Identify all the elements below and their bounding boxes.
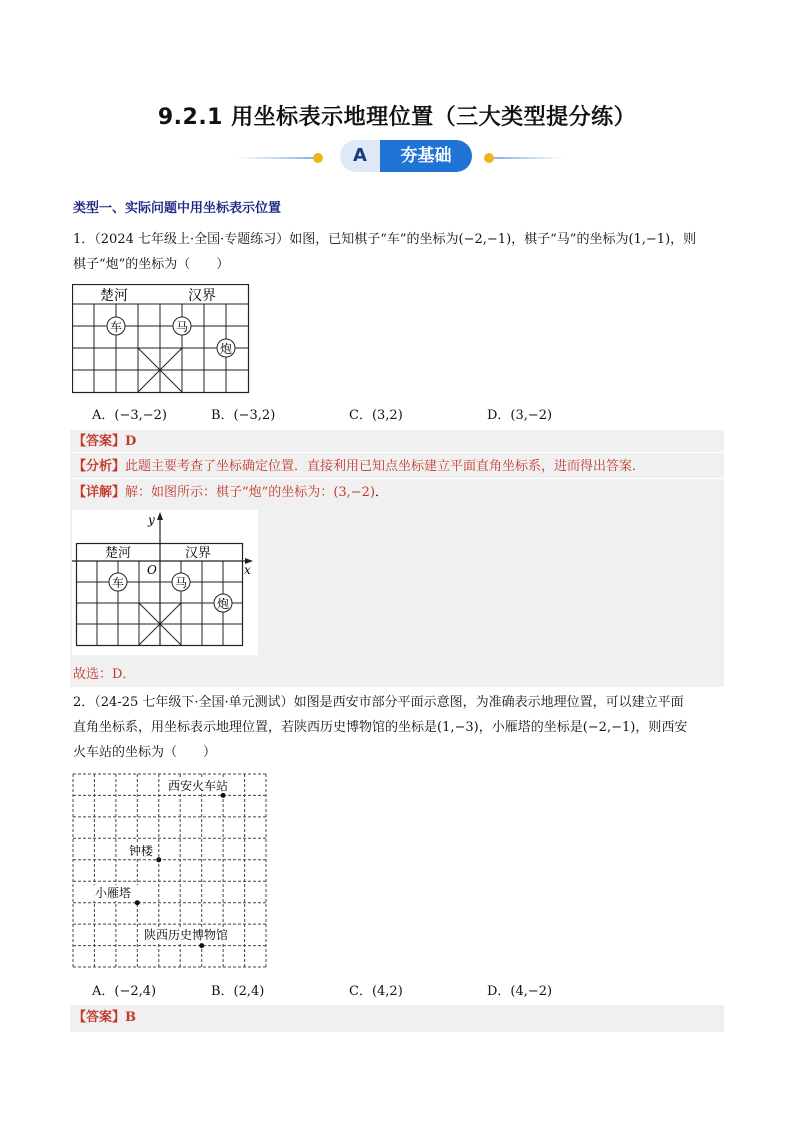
- q1-analysis-text: 此题主要考查了坐标确定位置．直接利用已知点坐标建立平面直角坐标系，进而得出答案．: [125, 459, 646, 474]
- q1-analysis-label: 【分析】: [73, 459, 126, 474]
- q1-option-d: D．(3,−2): [487, 408, 553, 423]
- xian-map-figure: [72, 773, 268, 969]
- divider: [70, 478, 724, 479]
- river-label-left: 楚河: [100, 288, 128, 304]
- q2-answer: [73, 1008, 136, 1028]
- question-1: [73, 227, 733, 277]
- chess-board-figure: [72, 284, 250, 396]
- q2-option-b: B．(2,4): [211, 984, 265, 999]
- q2-option-c: C．(4,2): [349, 984, 403, 999]
- q1-answer-value: D: [125, 434, 137, 449]
- q1-option-b: B．(−3,2): [211, 408, 276, 423]
- piece-ma-2-label: 马: [174, 576, 188, 590]
- q2-option-d: D．(4,−2): [487, 984, 553, 999]
- question-2-line-2: 直角坐标系，用坐标表示地理位置，若陕西历史博物馆的坐标是(1,−3)，小雁塔的坐标是(−2,−1)，则西安: [73, 720, 688, 735]
- piece-ma-label: 马: [175, 320, 189, 334]
- q1-detail-end: ．: [375, 485, 389, 500]
- q1-detail: [73, 483, 388, 503]
- q1-option-c: C．(3,2): [349, 408, 403, 423]
- origin-label: O: [147, 563, 157, 577]
- river-label-left-2: 楚河: [105, 546, 132, 561]
- museum-label: 陕西历史博物馆: [144, 928, 229, 942]
- station-point: [221, 793, 226, 798]
- station-label: 西安火车站: [168, 779, 229, 793]
- y-axis-arrow: [157, 512, 163, 520]
- piece-pao-label: 炮: [219, 342, 233, 356]
- question-1-line-2: 棋子“炮”的坐标为（ ）: [73, 257, 230, 272]
- decor-dot-right: [484, 153, 494, 163]
- q1-answer: [73, 432, 136, 452]
- q1-analysis: [73, 457, 645, 477]
- museum-point: [199, 943, 204, 948]
- decor-dot-left: [313, 153, 323, 163]
- river-label-right: 汉界: [188, 288, 216, 304]
- q1-option-a: A．(−3,−2): [92, 408, 167, 423]
- piece-che: [107, 317, 125, 335]
- question-1-line-1: 1．（2024 七年级上·全国·专题练习）如图，已知棋子“车”的坐标为(−2,−1)，棋子“马”的坐标为(1,−1)，则: [73, 232, 697, 247]
- pagoda-label: 小雁塔: [95, 886, 132, 900]
- q2-option-a: A．(−2,4): [92, 984, 157, 999]
- q2-answer-label: 【答案】: [73, 1010, 126, 1025]
- bell-tower-point: [156, 857, 161, 862]
- piece-ma: [173, 317, 191, 335]
- divider: [70, 452, 724, 453]
- bell-tower-label: 钟楼: [129, 844, 154, 858]
- section-heading: 类型一、实际问题中用坐标表示位置: [73, 201, 282, 216]
- pagoda-point: [135, 900, 140, 905]
- q2-answer-box: [70, 1005, 724, 1032]
- x-axis-label: x: [244, 563, 251, 577]
- piece-ma-2: [172, 573, 190, 591]
- badge-label: 夯基础: [380, 140, 472, 172]
- question-2-line-3: 火车站的坐标为（ ）: [73, 745, 217, 760]
- q1-conclusion: 故选：D．: [73, 667, 136, 682]
- y-axis-label: y: [148, 513, 155, 527]
- question-2: [73, 690, 733, 765]
- piece-che-2: [109, 573, 127, 591]
- page-title: 9.2.1 用坐标表示地理位置（三大类型提分练）: [157, 105, 637, 130]
- q2-answer-value: B: [125, 1010, 137, 1025]
- badge-letter: A: [340, 140, 380, 172]
- decor-line-right: [494, 157, 564, 159]
- q1-detail-value: (3,−2): [333, 485, 376, 500]
- piece-pao: [217, 339, 235, 357]
- q1-detail-text: 解：如图所示：棋子“炮”的坐标为：: [125, 485, 334, 500]
- piece-pao-2-label: 炮: [216, 597, 230, 611]
- piece-pao-2: [214, 594, 232, 612]
- piece-che-label: 车: [109, 320, 123, 334]
- river-label-right-2: 汉界: [185, 546, 212, 561]
- q1-detail-label: 【详解】: [73, 485, 126, 500]
- q1-answer-label: 【答案】: [73, 434, 126, 449]
- chess-board-axes-figure: [72, 510, 258, 655]
- question-2-line-1: 2．（24-25 七年级下·全国·单元测试）如图是西安市部分平面示意图，为准确表示地理位置，可以建立平面: [73, 695, 684, 710]
- piece-che-2-label: 车: [111, 576, 125, 590]
- decor-line-left: [235, 157, 315, 159]
